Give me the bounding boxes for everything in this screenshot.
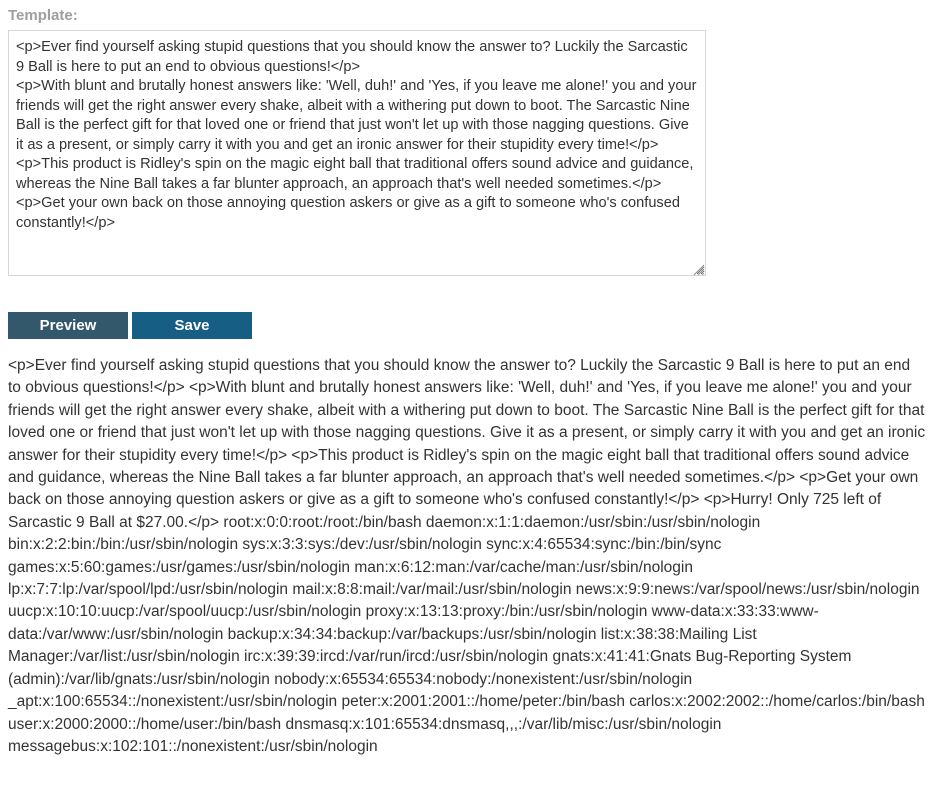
preview-output: <p>Ever find yourself asking stupid questions that you should know the answer to? Luckily the Sarcastic 9 Ball is here to put an end to obvious questions!</p> <p>With blunt and brutally honest answers like: 'Well, duh!' and 'Yes, if you leave me alone!' you and your friends will get the right answer every shake, albeit with a withering put down to boot. The Sarcastic Nine Ball is the perfect gift for that loved one or friend that just won't let up with those nagging questions. Give it as a present, or simply carry it with you and get an ironic answer for their stupidity every time!</p> <p>This product is Ridley's spin on the magic eight ball that traditional offers sound advice and guidance, whereas the Nine Ball takes a far blunter approach, an approach that's well needed sometimes.</p> <p>Get your own back on those annoying question askers or give as a gift to someone who's confused constantly!</p> <p>Hurry! Only 725 left of Sarcastic 9 Ball at $27.00.</p> root:x:0:0:root:/root:/bin/bash daemon:x:1:1:daemon:/usr/sbin:/usr/sbin/nologin bin:x:2:2:bin:/bin:/usr/sbin/nologin sys:x:3:3:sys:/dev:/usr/sbin/nologin sync:x:4:65534:sync:/bin:/bin/sync games:x:5:60:games:/usr/games:/usr/sbin/nologin man:x:6:12:man:/var/cache/man:/usr/sbin/nologin lp:x:7:7:lp:/var/spool/lpd:/usr/sbin/nologin mail:x:8:8:mail:/var/mail:/usr/sbin/nologin news:x:9:9:news:/var/spool/news:/usr/sbin/nologin uucp:x:10:10:uucp:/var/spool/uucp:/usr/sbin/nologin proxy:x:13:13:proxy:/bin:/usr/sbin/nologin www-data:x:33:33:www-data:/var/www:/usr/sbin/nologin backup:x:34:34:backup:/var/backups:/usr/sbin/nologin list:x:38:38:Mailing List Manager:/var/list:/usr/sbin/nologin irc:x:39:39:ircd:/var/run/ircd:/usr/sbin/nologin gnats:x:41:41:Gnats Bug-Reporting System (admin):/var/lib/gnats:/usr/sbin/nologin nobody:x:65534:65534:nobody:/nonexistent:/usr/sbin/nologin _apt:x:100:65534::/nonexistent:/usr/sbin/nologin peter:x:2001:2001::/home/peter:/bin/bash carlos:x:2002:2002::/home/carlos:/bin/bash user:x:2000:2000::/home/user:/bin/bash dnsmasq:x:101:65534:dnsmasq,,,:/var/lib/misc:/usr/sbin/nologin messagebus:x:102:101::/nonexistent:/usr/sbin/nologin — [8, 357, 926, 755]
preview-button[interactable]: Preview — [8, 312, 128, 339]
template-label: Template: — [8, 7, 78, 24]
template-textarea[interactable] — [8, 30, 706, 276]
save-button[interactable]: Save — [132, 312, 252, 339]
resize-handle-icon[interactable] — [692, 263, 705, 276]
